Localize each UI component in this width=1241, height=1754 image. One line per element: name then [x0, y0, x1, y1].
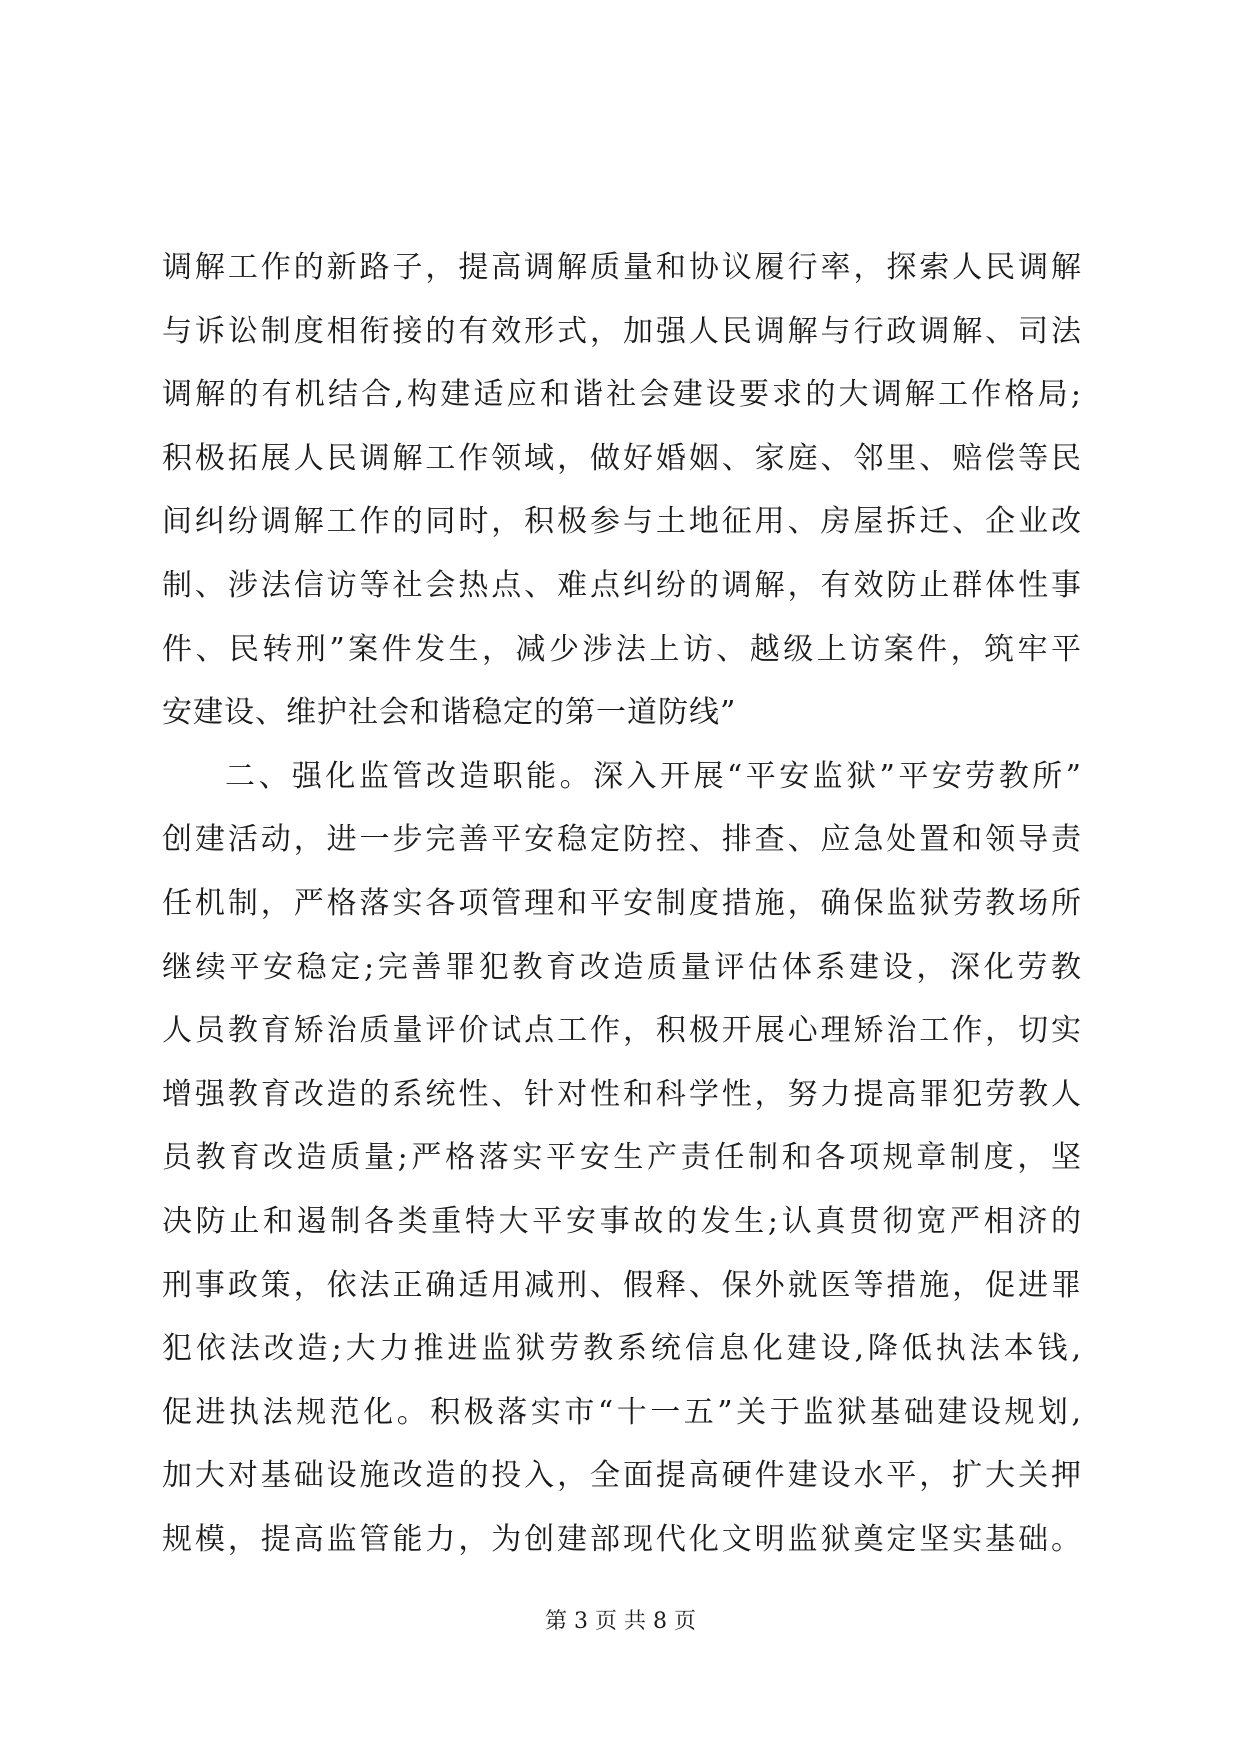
paragraph-2-line-6: 增强教育改造的系统性、针对性和科学性，努力提高罪犯劳教人 — [162, 1076, 1082, 1112]
paragraph-1-line-3: 调解的有机结合,构建适应和谐社会建设要求的大调解工作格局; — [162, 377, 1082, 413]
paragraph-2-line-12: 加大对基础设施改造的投入，全面提高硬件建设水平，扩大关押 — [162, 1458, 1082, 1494]
paragraph-1-line-4: 积极拓展人民调解工作领域，做好婚姻、家庭、邻里、赔偿等民 — [162, 440, 1082, 476]
paragraph-1-line-2: 与诉讼制度相衔接的有效形式，加强人民调解与行政调解、司法 — [162, 313, 1082, 349]
paragraph-2-line-1: 二、强化监管改造职能。深入开展“平安监狱”平安劳教所” — [225, 758, 1082, 794]
paragraph-1-line-5: 间纠纷调解工作的同时，积极参与土地征用、房屋拆迁、企业改 — [162, 504, 1082, 540]
paragraph-2-line-13: 规模，提高监管能力，为创建部现代化文明监狱奠定坚实基础。 — [162, 1521, 1082, 1557]
paragraph-2-line-9: 刑事政策，依法正确适用减刑、假释、保外就医等措施，促进罪 — [162, 1267, 1082, 1303]
paragraph-2-line-8: 决防止和遏制各类重特大平安事故的发生;认真贯彻宽严相济的 — [162, 1203, 1082, 1239]
paragraph-2-line-10: 犯依法改造;大力推进监狱劳教系统信息化建设,降低执法本钱, — [162, 1331, 1082, 1367]
paragraph-2-line-2: 创建活动，进一步完善平安稳定防控、排查、应急处置和领导责 — [162, 822, 1082, 858]
paragraph-2-line-5: 人员教育矫治质量评价试点工作，积极开展心理矫治工作，切实 — [162, 1013, 1082, 1049]
paragraph-2-line-11: 促进执法规范化。积极落实市“十一五”关于监狱基础建设规划, — [162, 1394, 1082, 1430]
paragraph-2-line-4: 继续平安稳定;完善罪犯教育改造质量评估体系建设，深化劳教 — [162, 949, 1082, 985]
paragraph-1-line-7: 件、民转刑”案件发生，减少涉法上访、越级上访案件，筑牢平 — [162, 631, 1082, 667]
paragraph-1-line-6: 制、涉法信访等社会热点、难点纠纷的调解，有效防止群体性事 — [162, 567, 1082, 603]
paragraph-2-line-7: 员教育改造质量;严格落实平安生产责任制和各项规章制度，坚 — [162, 1140, 1082, 1176]
document-body — [162, 236, 1082, 1571]
paragraph-1-line-8: 安建设、维护社会和谐稳定的第一道防线” — [162, 695, 737, 731]
paragraph-1-line-1: 调解工作的新路子，提高调解质量和协议履行率，探索人民调解 — [162, 250, 1082, 285]
paragraph-2-line-3: 任机制，严格落实各项管理和平安制度措施，确保监狱劳教场所 — [162, 885, 1082, 921]
page-number-footer: 第 3 页 共 8 页 — [545, 1609, 696, 1634]
